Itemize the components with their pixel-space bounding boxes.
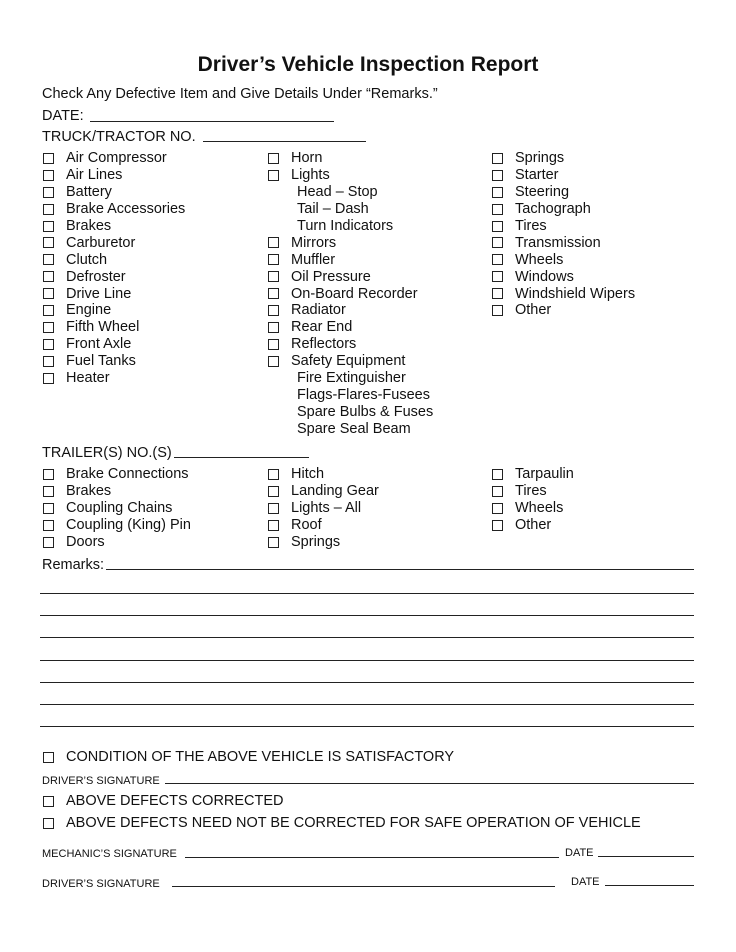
driver-date-label: DATE: [571, 876, 600, 888]
trailer-label: TRAILER(S) NO.(S): [42, 445, 172, 461]
checkbox[interactable]: [492, 305, 503, 316]
checklist-item-label: Safety Equipment: [291, 353, 406, 370]
checklist-item-reflectors[interactable]: [268, 336, 433, 353]
checklist-item-label: Brakes: [66, 483, 112, 500]
checklist-item-label: Transmission: [515, 234, 601, 251]
checklist-item-label: Rear End: [291, 319, 353, 336]
checklist-item-tail-dash: [268, 201, 433, 218]
checklist-item-label: Battery: [66, 184, 112, 201]
trailer-field-line[interactable]: [174, 457, 309, 458]
checklist-item-brakes[interactable]: [43, 218, 185, 235]
checklist-item-label: Muffler: [291, 251, 336, 268]
checklist-item-label: Tail – Dash: [297, 201, 369, 218]
checklist-item-fuel-tanks[interactable]: [43, 353, 185, 370]
checklist-item-brakes[interactable]: [43, 483, 191, 500]
remarks-line[interactable]: [40, 682, 694, 683]
checklist-item-tires[interactable]: [492, 483, 574, 500]
checkbox[interactable]: [268, 486, 279, 497]
checklist-item-label: Hitch: [291, 466, 325, 483]
condition-satisfactory-label: CONDITION OF THE ABOVE VEHICLE IS SATISFACTORY: [66, 749, 455, 765]
checkbox[interactable]: [43, 322, 54, 333]
checklist-item-label: Carburetor: [66, 234, 136, 251]
truck-tractor-label: TRUCK/TRACTOR NO.: [42, 129, 196, 145]
checklist-item-oil-pressure[interactable]: [268, 268, 433, 285]
checklist-item-head-stop: [268, 184, 433, 201]
checklist-item-label: Horn: [291, 150, 323, 167]
checkbox[interactable]: [492, 486, 503, 497]
checklist-item-heater[interactable]: [43, 370, 185, 387]
checkbox[interactable]: [43, 221, 54, 232]
checkbox[interactable]: [43, 271, 54, 282]
checklist-item-brake-accessories[interactable]: [43, 201, 185, 218]
checkbox[interactable]: [492, 469, 503, 480]
checklist-item-front-axle[interactable]: [43, 336, 185, 353]
checkbox[interactable]: [268, 153, 279, 164]
checklist-item-other[interactable]: [492, 517, 574, 534]
mechanic-signature-line[interactable]: [185, 857, 559, 858]
checkbox[interactable]: [43, 305, 54, 316]
checklist-item-mirrors[interactable]: [268, 234, 433, 251]
checklist-item-coupling-chains[interactable]: [43, 500, 191, 517]
checklist-item-label: Air Lines: [66, 167, 123, 184]
checklist-item-label: Flags-Flares-Fusees: [297, 386, 430, 403]
checklist-item-label: Head – Stop: [297, 184, 378, 201]
page-title: Driver’s Vehicle Inspection Report: [197, 53, 539, 76]
checklist-item-roof[interactable]: [268, 517, 379, 534]
driver-signature-line[interactable]: [165, 783, 694, 784]
checkbox[interactable]: [268, 237, 279, 248]
date-field-line[interactable]: [90, 121, 334, 122]
checklist-item-label: Engine: [66, 302, 112, 319]
checkbox[interactable]: [268, 305, 279, 316]
checklist-item-doors[interactable]: [43, 534, 191, 551]
checklist-item-safety-equipment[interactable]: [268, 353, 433, 370]
checkbox[interactable]: [268, 288, 279, 299]
checklist-item-starter[interactable]: [492, 167, 635, 184]
checklist-item-label: Starter: [515, 167, 559, 184]
checklist-item-tachograph[interactable]: [492, 201, 635, 218]
checklist-item-label: Tires: [515, 218, 547, 234]
defects-not-needed-row: [43, 815, 641, 831]
trailer-items-col2: [268, 466, 379, 550]
checkbox[interactable]: [43, 170, 54, 181]
checklist-item-label: Fuel Tanks: [66, 353, 136, 370]
driver-date-line[interactable]: [605, 885, 694, 886]
remarks-line[interactable]: [40, 704, 694, 705]
checkbox[interactable]: [43, 537, 54, 548]
driver-signature-2-label: DRIVER’S SIGNATURE: [42, 878, 160, 890]
checklist-item-windows[interactable]: [492, 268, 635, 285]
checklist-item-label: Mirrors: [291, 234, 337, 251]
driver-signature-2-line[interactable]: [172, 886, 555, 887]
checklist-item-tarpaulin[interactable]: [492, 466, 574, 483]
checklist-item-engine[interactable]: [43, 302, 185, 319]
remarks-line[interactable]: [40, 593, 694, 594]
checklist-item-label: Wheels: [515, 251, 564, 268]
checkbox[interactable]: [43, 356, 54, 367]
truck-tractor-field-line[interactable]: [203, 141, 366, 142]
checklist-item-label: Coupling (King) Pin: [66, 517, 191, 534]
checkbox[interactable]: [43, 237, 54, 248]
checklist-item-label: Windows: [515, 268, 574, 285]
mechanic-date-line[interactable]: [598, 856, 694, 857]
checklist-item-fire-extinguisher: [268, 370, 433, 387]
checklist-item-flags-flares-fusees: [268, 386, 433, 403]
checklist-item-label: Turn Indicators: [297, 218, 394, 234]
checklist-item-label: Lights – All: [291, 500, 362, 517]
checklist-item-label: Brake Connections: [66, 466, 189, 483]
checkbox[interactable]: [43, 752, 54, 763]
checkbox[interactable]: [492, 503, 503, 514]
checklist-item-label: On-Board Recorder: [291, 285, 418, 302]
checkbox[interactable]: [492, 221, 503, 232]
defects-corrected-label: ABOVE DEFECTS CORRECTED: [66, 793, 284, 809]
remarks-line[interactable]: [40, 660, 694, 661]
checklist-item-label: Coupling Chains: [66, 500, 173, 517]
checkbox[interactable]: [492, 237, 503, 248]
checkbox[interactable]: [492, 153, 503, 164]
checkbox[interactable]: [268, 469, 279, 480]
truck-items-col2: [268, 150, 433, 437]
checkbox[interactable]: [268, 356, 279, 367]
instructions-text: Check Any Defective Item and Give Details Under “Remarks.”: [42, 86, 438, 102]
checkbox[interactable]: [268, 537, 279, 548]
checklist-item-landing-gear[interactable]: [268, 483, 379, 500]
checklist-item-battery[interactable]: [43, 184, 185, 201]
checkbox[interactable]: [43, 204, 54, 215]
mechanic-date-label: DATE: [565, 847, 594, 859]
checklist-item-label: Doors: [66, 534, 105, 550]
checklist-item-label: Reflectors: [291, 336, 357, 353]
checkbox[interactable]: [43, 520, 54, 531]
checkbox[interactable]: [492, 204, 503, 215]
defects-not-needed-label: ABOVE DEFECTS NEED NOT BE CORRECTED FOR SAFE OPERATION OF VEHICLE: [66, 815, 641, 831]
checklist-item-label: Fire Extinguisher: [297, 370, 406, 387]
checklist-item-label: Roof: [291, 517, 322, 534]
checklist-item-steering[interactable]: [492, 184, 635, 201]
checkbox[interactable]: [43, 486, 54, 497]
checkbox[interactable]: [492, 288, 503, 299]
checkbox[interactable]: [268, 339, 279, 350]
checkbox[interactable]: [492, 170, 503, 181]
checklist-item-turn-indicators: [268, 218, 433, 235]
checkbox[interactable]: [492, 187, 503, 198]
checklist-item-other[interactable]: [492, 302, 635, 319]
checklist-item-label: Tires: [515, 483, 547, 500]
checkbox[interactable]: [492, 520, 503, 531]
checklist-item-label: Lights: [291, 167, 330, 184]
checklist-item-label: Radiator: [291, 302, 346, 319]
checklist-item-air-lines[interactable]: [43, 167, 185, 184]
checklist-item-transmission[interactable]: [492, 234, 635, 251]
checkbox[interactable]: [43, 288, 54, 299]
checklist-item-label: Defroster: [66, 268, 126, 285]
checklist-item-defroster[interactable]: [43, 268, 185, 285]
date-label: DATE:: [42, 108, 84, 124]
checkbox[interactable]: [43, 153, 54, 164]
checkbox[interactable]: [492, 271, 503, 282]
checklist-item-windshield-wipers[interactable]: [492, 285, 635, 302]
checklist-item-label: Landing Gear: [291, 483, 379, 500]
checklist-item-label: Fifth Wheel: [66, 319, 140, 336]
checklist-item-label: Other: [515, 302, 552, 319]
truck-items-col1: [43, 150, 185, 386]
checkbox[interactable]: [268, 254, 279, 265]
checklist-item-label: Brake Accessories: [66, 201, 186, 218]
checklist-item-horn[interactable]: [268, 150, 433, 167]
checklist-item-label: Springs: [291, 534, 341, 550]
mechanic-signature-label: MECHANIC’S SIGNATURE: [42, 848, 177, 860]
checklist-item-wheels[interactable]: [492, 500, 574, 517]
checklist-item-fifth-wheel[interactable]: [43, 319, 185, 336]
checkbox[interactable]: [268, 170, 279, 181]
checklist-item-brake-connections[interactable]: [43, 466, 191, 483]
checklist-item-coupling-king-pin[interactable]: [43, 517, 191, 534]
checklist-item-springs[interactable]: [268, 534, 379, 551]
checklist-item-label: Steering: [515, 184, 570, 201]
checkbox[interactable]: [268, 322, 279, 333]
checklist-item-label: Tarpaulin: [515, 466, 574, 483]
checklist-item-label: Spare Seal Beam: [297, 420, 411, 437]
checkbox[interactable]: [268, 520, 279, 531]
checkbox[interactable]: [43, 818, 54, 829]
checklist-item-label: Front Axle: [66, 336, 132, 353]
checklist-item-label: Spare Bulbs & Fuses: [297, 403, 434, 420]
checklist-item-radiator[interactable]: [268, 302, 433, 319]
checklist-item-air-compressor[interactable]: [43, 150, 185, 167]
checklist-item-label: Air Compressor: [66, 150, 167, 167]
checklist-item-spare-seal-beam: [268, 420, 433, 437]
checkbox[interactable]: [43, 469, 54, 480]
checkbox[interactable]: [268, 271, 279, 282]
checkbox[interactable]: [43, 796, 54, 807]
checklist-item-spare-bulbs-fuses: [268, 403, 433, 420]
remarks-line[interactable]: [40, 726, 694, 727]
checkbox[interactable]: [43, 254, 54, 265]
checklist-item-label: Heater: [66, 370, 110, 387]
trailer-items-col3: [492, 466, 574, 534]
checklist-item-lights[interactable]: [268, 167, 433, 184]
condition-satisfactory-row: [43, 749, 454, 765]
driver-signature-label: DRIVER’S SIGNATURE: [42, 775, 160, 787]
checklist-item-springs[interactable]: [492, 150, 635, 167]
remarks-line[interactable]: [106, 569, 694, 570]
checkbox[interactable]: [43, 373, 54, 384]
checklist-item-label: Wheels: [515, 500, 564, 517]
checklist-item-rear-end[interactable]: [268, 319, 433, 336]
checklist-item-muffler[interactable]: [268, 251, 433, 268]
checklist-item-clutch[interactable]: [43, 251, 185, 268]
checklist-item-label: Windshield Wipers: [515, 285, 636, 302]
remarks-line[interactable]: [40, 637, 694, 638]
checklist-item-lights-all[interactable]: [268, 500, 379, 517]
checklist-item-label: Other: [515, 517, 552, 534]
checklist-item-hitch[interactable]: [268, 466, 379, 483]
trailer-items-col1: [43, 466, 191, 550]
remarks-label: Remarks:: [42, 557, 105, 573]
checklist-item-drive-line[interactable]: [43, 285, 185, 302]
checklist-item-label: Tachograph: [515, 201, 591, 218]
checkbox[interactable]: [268, 503, 279, 514]
checklist-item-label: Oil Pressure: [291, 268, 371, 285]
checklist-item-tires[interactable]: [492, 218, 635, 235]
truck-items-col3: [492, 150, 635, 319]
checkbox[interactable]: [43, 503, 54, 514]
remarks-line[interactable]: [40, 615, 694, 616]
checklist-item-label: Drive Line: [66, 285, 132, 302]
checklist-item-on-board-recorder[interactable]: [268, 285, 433, 302]
checkbox[interactable]: [43, 187, 54, 198]
checklist-item-carburetor[interactable]: [43, 234, 185, 251]
checklist-item-label: Brakes: [66, 218, 112, 234]
checkbox[interactable]: [492, 254, 503, 265]
defects-corrected-row: [43, 793, 284, 809]
checklist-item-label: Springs: [515, 150, 565, 167]
checklist-item-label: Clutch: [66, 251, 108, 268]
checklist-item-wheels[interactable]: [492, 251, 635, 268]
checkbox[interactable]: [43, 339, 54, 350]
